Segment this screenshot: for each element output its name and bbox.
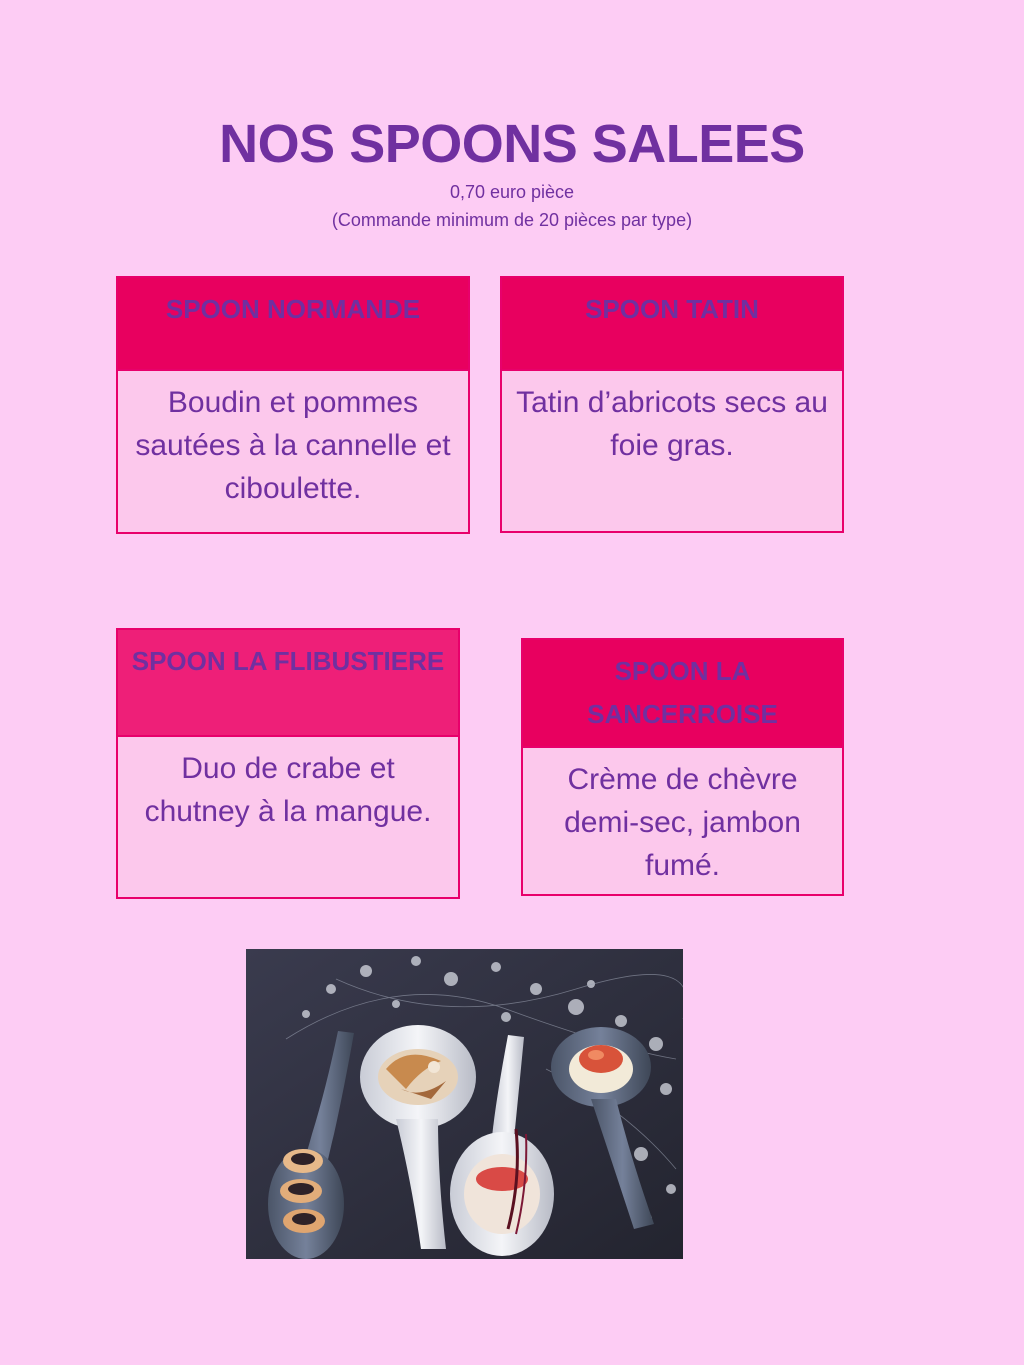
card-heading: SPOON NORMANDE <box>118 278 468 371</box>
card-description: Tatin d’abricots secs au foie gras. <box>516 386 828 462</box>
card-spoon-la-flibustiere <box>116 628 460 899</box>
card-description: Boudin et pommes sautées à la cannelle et ciboulette. <box>135 386 451 505</box>
minimum-order-note: (Commande minimum de 20 pièces par type) <box>331 210 693 230</box>
card-heading: SPOON TATIN <box>502 278 842 371</box>
page-title: NOS SPOONS SALEES <box>219 114 805 174</box>
card-spoon-la-sancerroise <box>521 638 844 896</box>
spoons-photo <box>246 949 683 1259</box>
card-spoon-tatin <box>500 276 844 533</box>
card-description: Duo de crabe et chutney à la mangue. <box>144 752 432 828</box>
card-description: Crème de chèvre demi-sec, jambon fumé. <box>564 763 801 882</box>
card-spoon-normande <box>116 276 470 534</box>
card-heading: SPOON LA FLIBUSTIERE <box>118 630 458 737</box>
price-line: 0,70 euro pièce <box>449 182 575 202</box>
card-heading: SPOON LA SANCERROISE <box>523 640 842 748</box>
